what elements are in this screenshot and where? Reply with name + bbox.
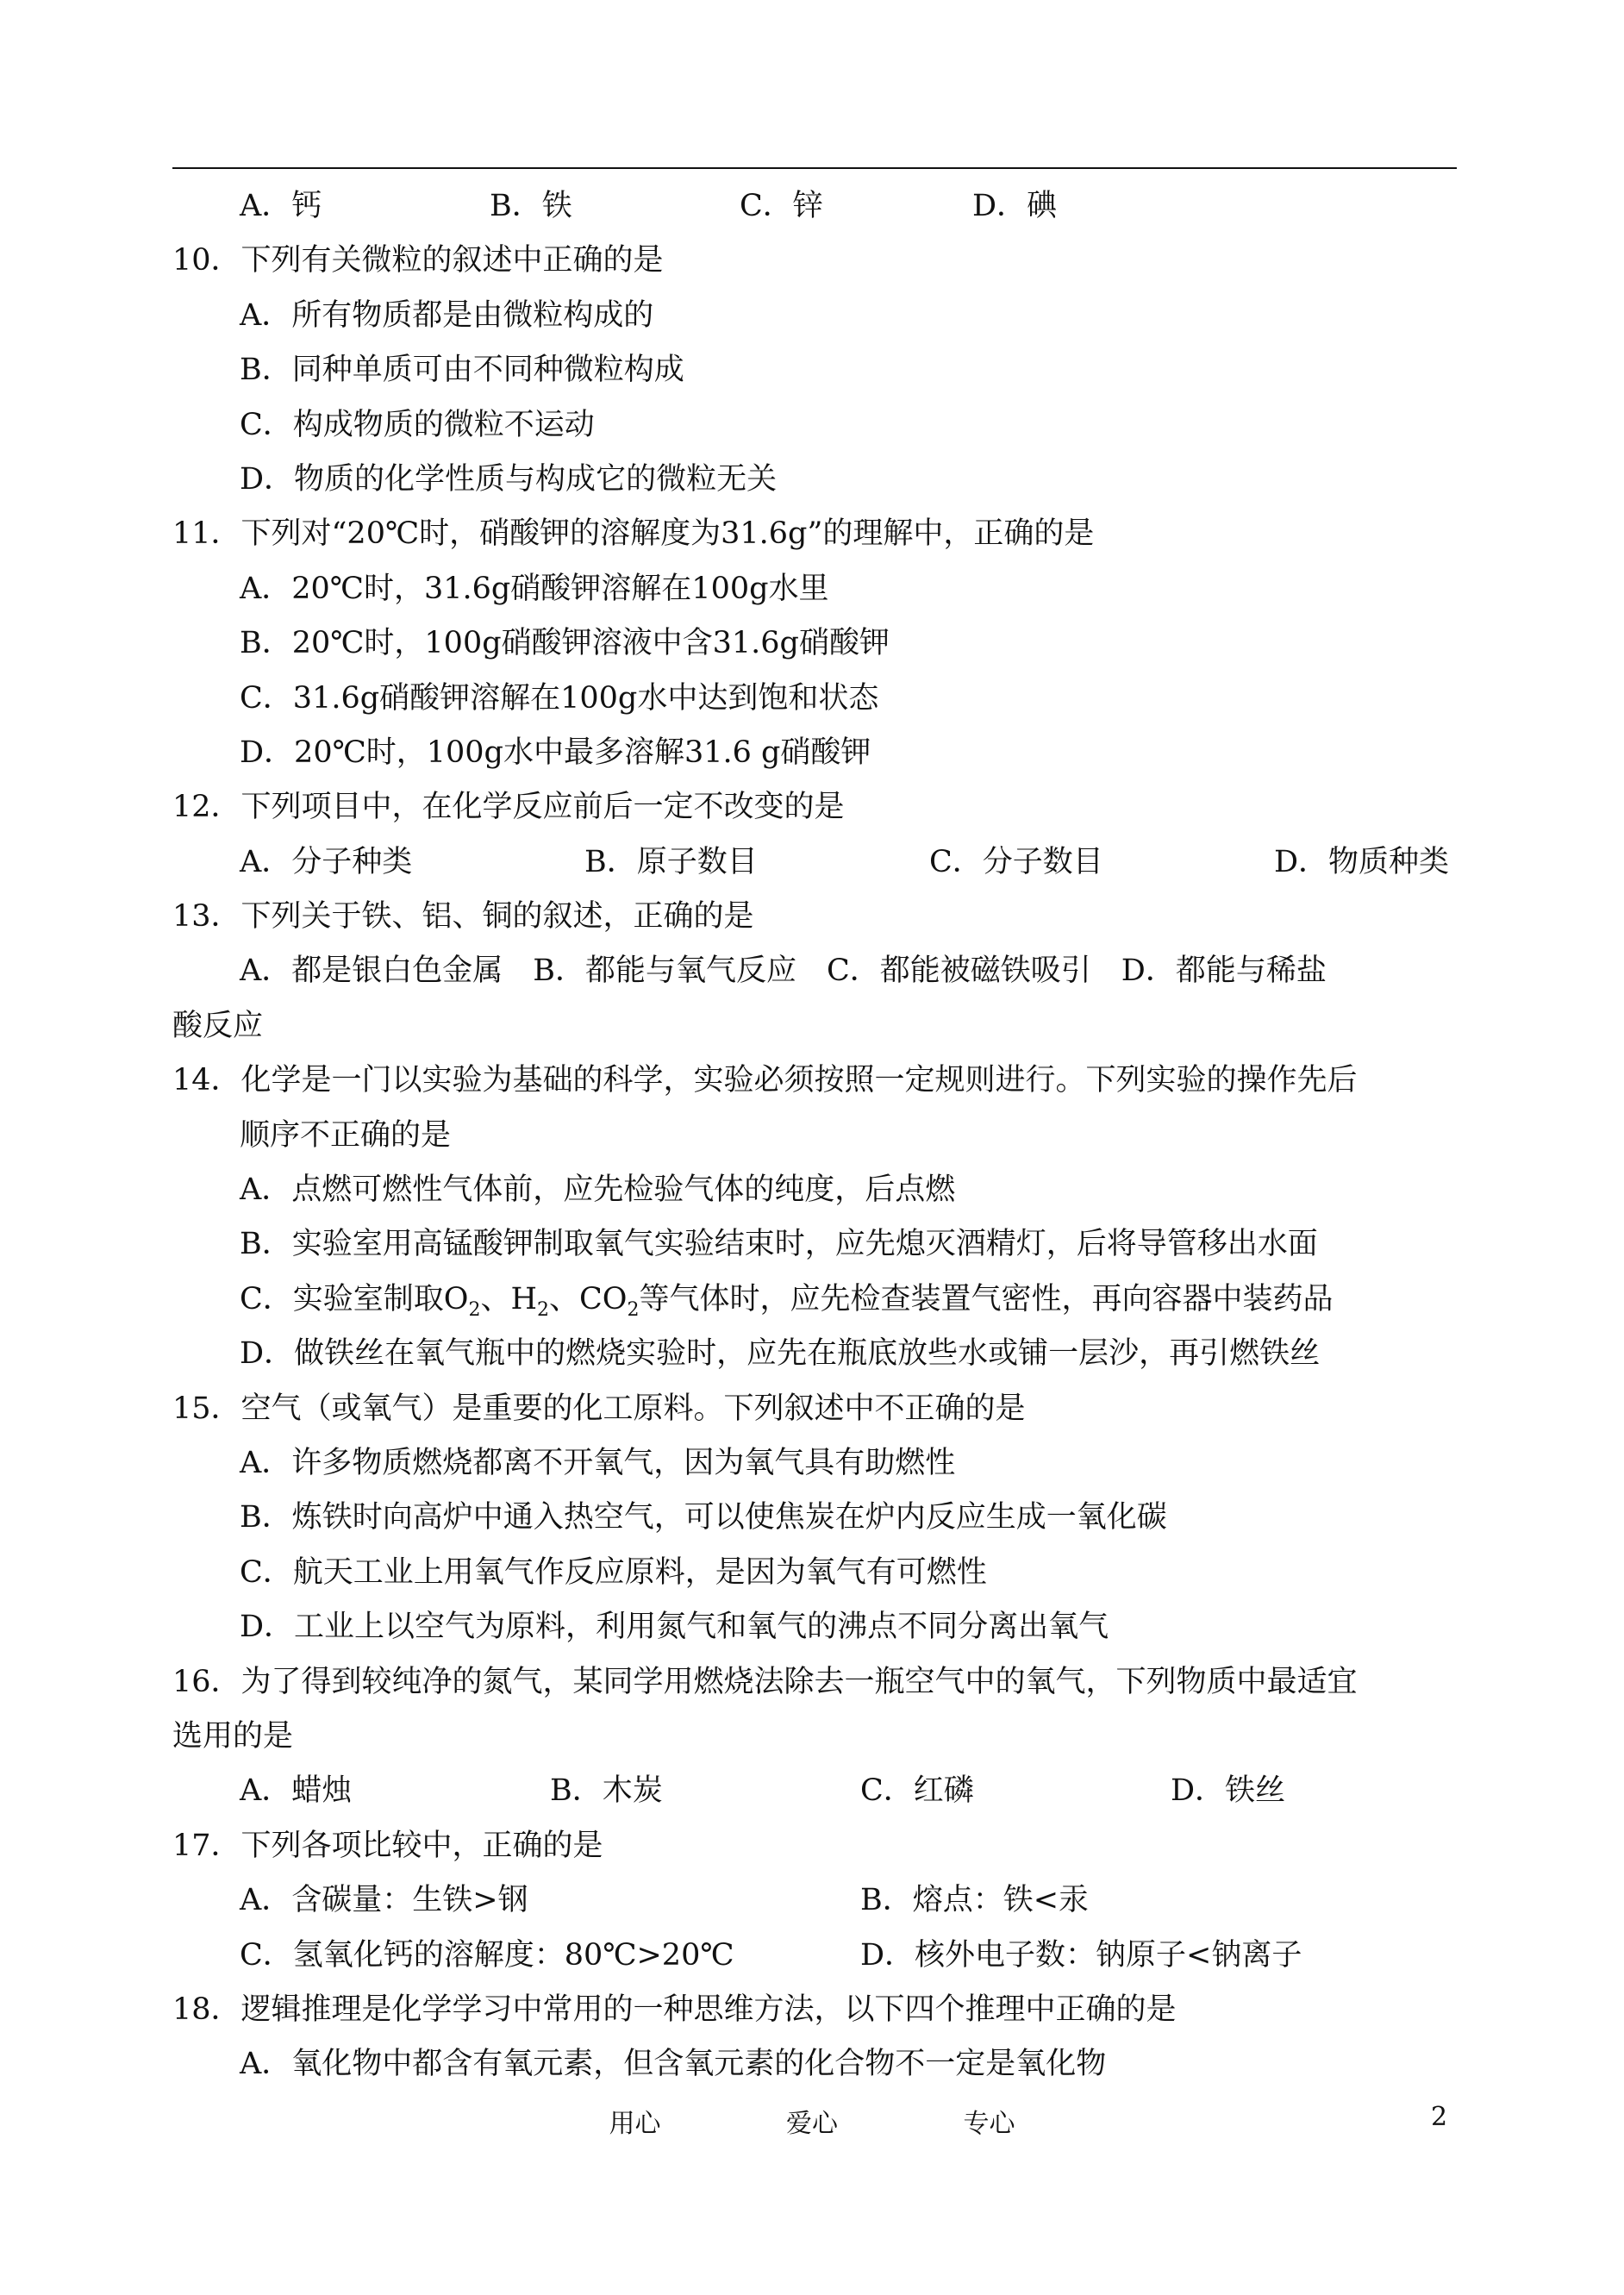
q16-stem-cont: 选用的是 [172, 1718, 294, 1754]
q15-stem: 15．空气（或氧气）是重要的化工原料。下列叙述中不正确的是 [172, 1391, 1026, 1426]
q14-option-c-sub1: 2 [468, 1298, 481, 1321]
q10-option-a: A．所有物质都是由微粒构成的 [240, 297, 654, 333]
q17-options-row2 [172, 1929, 1457, 1983]
q17-option-d: D．核外电子数：钠原子<钠离子 [860, 1937, 1302, 1973]
q18-option-a: A．氧化物中都含有氧元素，但含氧元素的化合物不一定是氧化物 [240, 2047, 1107, 2082]
q16-option-c: C．红磷 [860, 1773, 974, 1809]
q16-options [172, 1764, 1457, 1818]
header-rule [172, 167, 1457, 169]
q11-stem: 11．下列对“20℃时，硝酸钾的溶解度为31.6g”的理解中，正确的是 [172, 516, 1095, 552]
q16-option-b: B．木炭 [550, 1773, 663, 1809]
footer-word-1: 用心 [609, 2109, 661, 2139]
q11-option-b: B．20℃时，100g硝酸钾溶液中含31.6g硝酸钾 [240, 626, 890, 661]
page-number: 2 [1431, 2102, 1448, 2132]
footer-word-3: 专心 [963, 2109, 1015, 2139]
q10-option-b: B．同种单质可由不同种微粒构成 [240, 353, 684, 388]
q11-option-a: A．20℃时，31.6g硝酸钾溶解在100g水里 [240, 571, 829, 606]
q14-option-a: A．点燃可燃性气体前，应先检验气体的纯度，后点燃 [240, 1173, 956, 1208]
q9-option-a: A．钙 [240, 189, 322, 223]
question-list [172, 179, 1457, 2092]
q15-option-a: A．许多物质燃烧都离不开氧气，因为氧气具有助燃性 [240, 1445, 956, 1480]
q17-option-c: C．氢氧化钙的溶解度：80℃>20℃ [240, 1937, 734, 1973]
q14-option-c [172, 1273, 1457, 1327]
q12-option-c: C．分子数目 [929, 844, 1103, 879]
q16-option-d: D．铁丝 [1171, 1773, 1286, 1809]
q14-option-c-pre: C．实验室制取O [240, 1281, 469, 1316]
q15-option-c: C．航天工业上用氧气作反应原料，是因为氧气有可燃性 [240, 1554, 987, 1590]
footer-word-2: 爱心 [786, 2109, 838, 2139]
q11-option-d: D．20℃时，100g水中最多溶解31.6 g硝酸钾 [240, 735, 871, 770]
q14-stem-cont: 顺序不正确的是 [240, 1117, 452, 1153]
q18-stem: 18．逻辑推理是化学学习中常用的一种思维方法，以下四个推理中正确的是 [172, 1992, 1177, 2027]
q15-option-b: B．炼铁时向高炉中通入热空气，可以使焦炭在炉内反应生成一氧化碳 [240, 1500, 1167, 1535]
q11-option-c: C．31.6g硝酸钾溶解在100g水中达到饱和状态 [240, 680, 879, 716]
q16-stem: 16．为了得到较纯净的氮气，某同学用燃烧法除去一瓶空气中的氧气，下列物质中最适宜 [172, 1664, 1358, 1699]
q14-option-d: D．做铁丝在氧气瓶中的燃烧实验时，应先在瓶底放些水或铺一层沙，再引燃铁丝 [240, 1336, 1321, 1372]
q12-stem: 12．下列项目中，在化学反应前后一定不改变的是 [172, 790, 845, 825]
q9-options [172, 179, 1457, 234]
q17-option-b: B．熔点：铁<汞 [860, 1883, 1090, 1918]
q10-option-d: D．物质的化学性质与构成它的微粒无关 [240, 461, 778, 497]
q16-option-a: A．蜡烛 [240, 1773, 353, 1809]
q12-option-b: B．原子数目 [584, 844, 758, 879]
q9-option-d: D．碘 [972, 189, 1058, 223]
q14-stem: 14．化学是一门以实验为基础的科学，实验必须按照一定规则进行。下列实验的操作先后 [172, 1063, 1358, 1098]
q14-option-c-sub3: 2 [627, 1298, 640, 1321]
q13-options: A．都是银白色金属 B．都能与氧气反应 C．都能被磁铁吸引 D．都能与稀盐 [240, 954, 1327, 989]
q12-options [172, 835, 1457, 890]
q14-option-c-mid2: 、CO [549, 1281, 628, 1316]
q17-option-a: A．含碳量：生铁>钢 [240, 1883, 528, 1918]
q13-options-wrap: 酸反应 [172, 1008, 264, 1043]
q17-options-row1 [172, 1873, 1457, 1928]
page-footer [0, 2102, 1624, 2140]
q12-option-d: D．物质种类 [1274, 844, 1450, 879]
q13-stem: 13．下列关于铁、铝、铜的叙述，正确的是 [172, 899, 754, 935]
q14-option-b: B．实验室用高锰酸钾制取氧气实验结束时，应先熄灭酒精灯，后将导管移出水面 [240, 1227, 1318, 1262]
q14-option-c-mid1: 、H [480, 1281, 538, 1316]
q15-option-d: D．工业上以空气为原料，利用氮气和氧气的沸点不同分离出氧气 [240, 1610, 1109, 1645]
q9-option-c: C．锌 [740, 189, 823, 223]
q10-stem: 10．下列有关微粒的叙述中正确的是 [172, 243, 664, 278]
q14-option-c-post: 等气体时，应先检查装置气密性，再向容器中装药品 [639, 1281, 1334, 1316]
q9-option-b: B．铁 [490, 189, 572, 223]
q12-option-a: A．分子种类 [240, 844, 413, 879]
q10-option-c: C．构成物质的微粒不运动 [240, 407, 595, 442]
q14-option-c-sub2: 2 [537, 1298, 550, 1321]
q17-stem: 17．下列各项比较中，正确的是 [172, 1828, 603, 1863]
